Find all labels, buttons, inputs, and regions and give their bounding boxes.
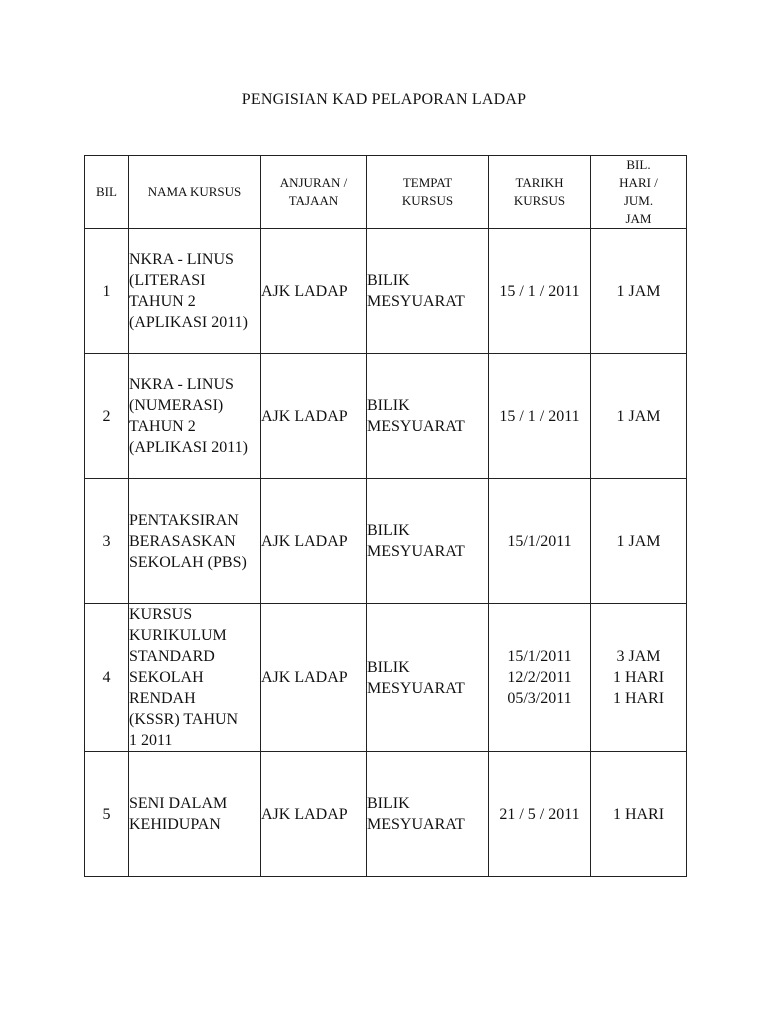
cell-hari: 1 JAM [591,229,687,354]
cell-bil: 4 [85,604,129,752]
cell-bil: 2 [85,354,129,479]
cell-tempat: BILIK MESYUARAT [367,229,489,354]
cell-tarikh: 15 / 1 / 2011 [489,229,591,354]
cell-tarikh: 15/1/2011 12/2/2011 05/3/2011 [489,604,591,752]
cell-bil: 3 [85,479,129,604]
cell-tempat: BILIK MESYUARAT [367,604,489,752]
cell-tempat: BILIK MESYUARAT [367,479,489,604]
cell-nama-kursus: KURSUS KURIKULUM STANDARD SEKOLAH RENDAH (KSSR) TAHUN 1 2011 [129,604,261,752]
cell-tempat: BILIK MESYUARAT [367,752,489,877]
cell-bil: 1 [85,229,129,354]
cell-hari: 1 JAM [591,354,687,479]
header-tarikh-kursus: TARIKH KURSUS [489,156,591,229]
cell-nama-kursus: PENTAKSIRAN BERASASKAN SEKOLAH (PBS) [129,479,261,604]
cell-bil: 5 [85,752,129,877]
cell-tarikh: 15/1/2011 [489,479,591,604]
table-row [85,354,687,479]
cell-anjuran: AJK LADAP [261,229,367,354]
cell-tarikh: 15 / 1 / 2011 [489,354,591,479]
header-tempat-kursus: TEMPAT KURSUS [367,156,489,229]
page-title: PENGISIAN KAD PELAPORAN LADAP [241,91,527,108]
cell-hari: 3 JAM 1 HARI 1 HARI [591,604,687,752]
cell-tempat: BILIK MESYUARAT [367,354,489,479]
course-report-table [84,155,687,877]
cell-nama-kursus: NKRA - LINUS (NUMERASI) TAHUN 2 (APLIKASI 2011) [129,354,261,479]
table-header-row [85,156,687,229]
header-bil: BIL [85,156,129,229]
cell-anjuran: AJK LADAP [261,354,367,479]
table-row [85,604,687,752]
cell-hari: 1 JAM [591,479,687,604]
table-row [85,479,687,604]
cell-anjuran: AJK LADAP [261,479,367,604]
header-nama-kursus: NAMA KURSUS [129,156,261,229]
table-row [85,752,687,877]
cell-nama-kursus: SENI DALAM KEHIDUPAN [129,752,261,877]
table-row [85,229,687,354]
cell-anjuran: AJK LADAP [261,604,367,752]
cell-hari: 1 HARI [591,752,687,877]
header-bil-hari-jum-jam: BIL. HARI / JUM. JAM [591,156,687,229]
header-anjuran-tajaan: ANJURAN / TAJAAN [261,156,367,229]
cell-tarikh: 21 / 5 / 2011 [489,752,591,877]
cell-anjuran: AJK LADAP [261,752,367,877]
cell-nama-kursus: NKRA - LINUS (LITERASI TAHUN 2 (APLIKASI 2011) [129,229,261,354]
